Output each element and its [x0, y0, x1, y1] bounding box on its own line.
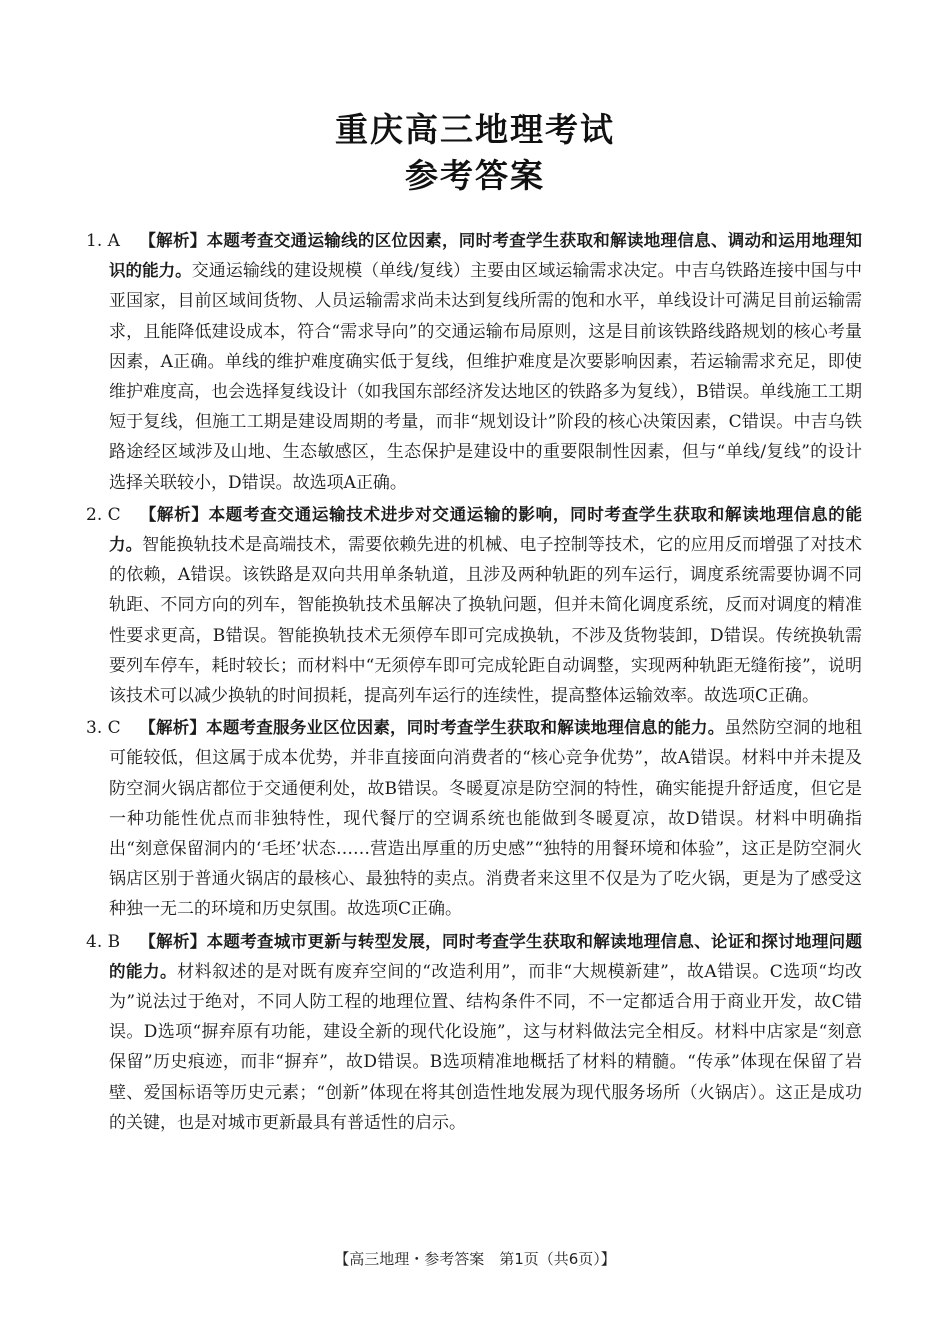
answer-analysis-heading: 【解析】本题考查城市更新与转型发展，同时考查学生获取和解读地理信息、论证和探讨地理问题的能力。: [109, 931, 862, 981]
answer-analysis-heading: 【解析】本题考查交通运输线的区位因素，同时考查学生获取和解读地理信息、调动和运用地理知识的能力。: [109, 231, 862, 281]
answer-number: 3. C: [86, 718, 121, 739]
page-footer: 【高三地理・参考答案 第1页（共6页）】: [334, 1250, 616, 1268]
answer-item-2: [82, 500, 862, 711]
answer-analysis-text: 交通运输线的建设规模（单线/复线）主要由区域运输需求决定。中吉乌铁路连接中国与中亚国家，目前区域间货物、人员运输需求尚未达到复线所需的饱和水平，单线设计可满足目前运输需求，且能降低建设成本，符合“需求导向”的交通运输布局原则，这是目前该铁路线路规划的核心考量因素，A正确。单线的维护难度确实低于复线，但维护难度是次要影响因素，若运输需求充足，即使维护难度高，也会选择复线设计（如我国东部经济发达地区的铁路多为复线），B错误。单线施工工期短于复线，但施工工期是建设周期的考量，而非“规划设计”阶段的核心决策因素，C错误。中吉乌铁路途经区域涉及山地、生态敏感区，生态保护是建设中的重要限制性因素，但与“单线/复线”的设计选择关联较小，D错误。故选项A正确。: [109, 261, 862, 493]
page-title: 重庆高三地理考试: [335, 110, 615, 149]
answer-item-3: [82, 713, 862, 924]
answer-analysis-text: 虽然防空洞的地租可能较低，但这属于成本优势，并非直接面向消费者的“核心竞争优势”，故A错误。材料中并未提及防空洞火锅店都位于交通便利处，故B错误。冬暖夏凉是防空洞的特性，确实能提升舒适度，但它是一种功能性优点而非独特性，现代餐厅的空调系统也能做到冬暖夏凉，故D错误。材料中明确指出“刻意保留洞内的‘毛坯’状态……营造出厚重的历史感”“独特的用餐环境和体验”，这正是防空洞火锅店区别于普通火锅店的最核心、最独特的卖点。消费者来这里不仅是为了吃火锅，更是为了感受这种独一无二的环境和历史氛围。故选项C正确。: [109, 718, 862, 920]
answer-analysis-heading: 【解析】本题考查交通运输技术进步对交通运输的影响，同时考查学生获取和解读地理信息的能力。: [109, 504, 862, 555]
answer-analysis-text: 智能换轨技术是高端技术，需要依赖先进的机械、电子控制等技术，它的应用反而增强了对技术的依赖，A错误。该铁路是双向共用单条轨道，且涉及两种轨距的列车运行，调度系统需要协调不同轨距、不同方向的列车，智能换轨技术虽解决了换轨问题，但并未简化调度系统，反而对调度的精准性要求更高，B错误。智能换轨技术无须停车即可完成换轨，不涉及货物装卸，D错误。传统换轨需要列车停车，耗时较长；而材料中“无须停车即可完成轮距自动调整，实现两种轨距无缝衔接”，说明该技术可以减少换轨的时间损耗，提高列车运行的连续性，提高整体运输效率。故选项C正确。: [109, 535, 863, 707]
answer-number: 1. A: [86, 231, 120, 251]
page-subtitle: 参考答案: [405, 156, 545, 195]
answer-analysis-heading: 【解析】本题考查服务业区位因素，同时考查学生获取和解读地理信息的能力。: [139, 718, 725, 738]
answer-analysis-text: 材料叙述的是对既有废弃空间的“改造利用”，而非“大规模新建”，故A错误。C选项“均改为”说法过于绝对，不同人防工程的地理位置、结构条件不同，不一定都适合用于商业开发，故C错误。D选项“摒弃原有功能，建设全新的现代化设施”，这与材料做法完全相反。材料中店家是“刻意保留”历史痕迹，而非“摒弃”，故D错误。B选项精准地概括了材料的精髓。“传承”体现在保留了岩壁、爱国标语等历史元素；“创新”体现在将其创造性地发展为现代服务场所（火锅店）。这正是成功的关键，也是对城市更新最具有普适性的启示。: [109, 961, 862, 1133]
answer-number: 4. B: [86, 931, 121, 952]
answer-list: [82, 226, 862, 1140]
answer-item-1: [82, 226, 862, 498]
answer-number: 2. C: [86, 504, 121, 525]
answer-item-4: [82, 927, 862, 1138]
